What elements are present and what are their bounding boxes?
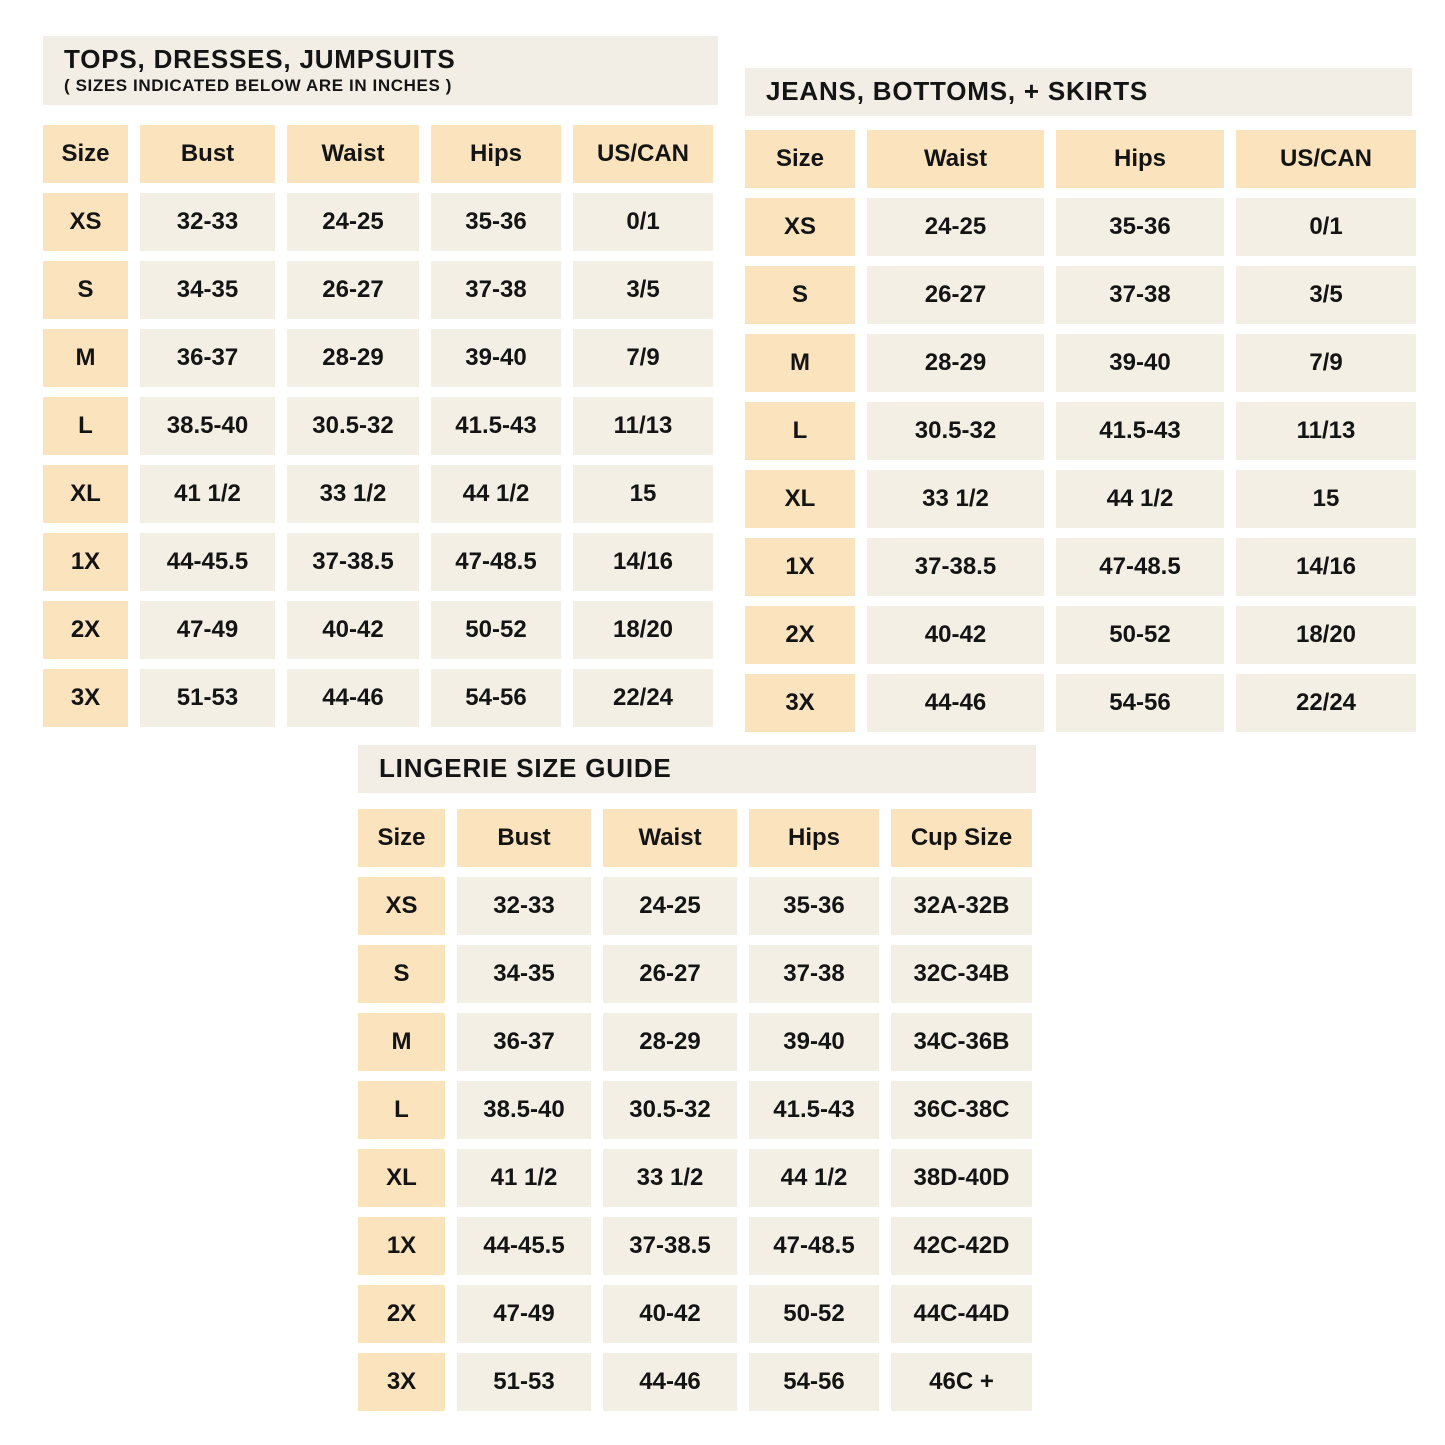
size-cell: L xyxy=(43,397,128,455)
data-cell: 30.5-32 xyxy=(287,397,419,455)
data-cell: 32A-32B xyxy=(891,877,1032,935)
column-header-waist: Waist xyxy=(603,809,737,867)
data-cell: 34C-36B xyxy=(891,1013,1032,1071)
data-cell: 37-38 xyxy=(749,945,879,1003)
data-cell: 28-29 xyxy=(867,334,1044,392)
data-cell: 37-38 xyxy=(431,261,561,319)
data-cell: 15 xyxy=(573,465,713,523)
column-header-bust: Bust xyxy=(140,125,275,183)
column-header-us-can: US/CAN xyxy=(1236,130,1416,188)
data-cell: 44 1/2 xyxy=(749,1149,879,1207)
column-header-us-can: US/CAN xyxy=(573,125,713,183)
size-cell: XL xyxy=(43,465,128,523)
data-cell: 36-37 xyxy=(457,1013,591,1071)
data-cell: 44C-44D xyxy=(891,1285,1032,1343)
data-cell: 47-48.5 xyxy=(1056,538,1224,596)
size-grid xyxy=(43,125,718,727)
data-cell: 30.5-32 xyxy=(603,1081,737,1139)
data-cell: 3/5 xyxy=(1236,266,1416,324)
data-cell: 28-29 xyxy=(603,1013,737,1071)
data-cell: 39-40 xyxy=(749,1013,879,1071)
size-cell: S xyxy=(43,261,128,319)
column-header-size: Size xyxy=(43,125,128,183)
size-cell: 1X xyxy=(745,538,855,596)
data-cell: 14/16 xyxy=(573,533,713,591)
data-cell: 54-56 xyxy=(749,1353,879,1411)
data-cell: 26-27 xyxy=(287,261,419,319)
size-cell: 2X xyxy=(745,606,855,664)
data-cell: 30.5-32 xyxy=(867,402,1044,460)
column-header-cup-size: Cup Size xyxy=(891,809,1032,867)
data-cell: 42C-42D xyxy=(891,1217,1032,1275)
size-grid xyxy=(358,809,1036,1411)
data-cell: 0/1 xyxy=(573,193,713,251)
size-cell: XL xyxy=(358,1149,445,1207)
data-cell: 34-35 xyxy=(457,945,591,1003)
data-cell: 51-53 xyxy=(140,669,275,727)
data-cell: 44 1/2 xyxy=(1056,470,1224,528)
data-cell: 32-33 xyxy=(140,193,275,251)
column-header-bust: Bust xyxy=(457,809,591,867)
data-cell: 44-46 xyxy=(287,669,419,727)
data-cell: 33 1/2 xyxy=(603,1149,737,1207)
data-cell: 32C-34B xyxy=(891,945,1032,1003)
data-cell: 38.5-40 xyxy=(140,397,275,455)
data-cell: 3/5 xyxy=(573,261,713,319)
data-cell: 7/9 xyxy=(1236,334,1416,392)
data-cell: 41.5-43 xyxy=(749,1081,879,1139)
column-header-size: Size xyxy=(745,130,855,188)
data-cell: 37-38.5 xyxy=(867,538,1044,596)
size-cell: M xyxy=(745,334,855,392)
size-cell: XL xyxy=(745,470,855,528)
data-cell: 46C + xyxy=(891,1353,1032,1411)
data-cell: 44-45.5 xyxy=(457,1217,591,1275)
column-header-waist: Waist xyxy=(867,130,1044,188)
table-subtitle: ( SIZES INDICATED BELOW ARE IN INCHES ) xyxy=(64,75,452,95)
data-cell: 47-49 xyxy=(140,601,275,659)
data-cell: 38.5-40 xyxy=(457,1081,591,1139)
size-cell: 2X xyxy=(358,1285,445,1343)
data-cell: 24-25 xyxy=(603,877,737,935)
data-cell: 0/1 xyxy=(1236,198,1416,256)
data-cell: 33 1/2 xyxy=(867,470,1044,528)
size-cell: 3X xyxy=(745,674,855,732)
data-cell: 11/13 xyxy=(573,397,713,455)
data-cell: 39-40 xyxy=(431,329,561,387)
data-cell: 47-48.5 xyxy=(431,533,561,591)
data-cell: 38D-40D xyxy=(891,1149,1032,1207)
size-cell: S xyxy=(745,266,855,324)
column-header-size: Size xyxy=(358,809,445,867)
data-cell: 35-36 xyxy=(749,877,879,935)
size-cell: XS xyxy=(43,193,128,251)
size-cell: 1X xyxy=(43,533,128,591)
data-cell: 37-38 xyxy=(1056,266,1224,324)
size-cell: M xyxy=(43,329,128,387)
data-cell: 35-36 xyxy=(431,193,561,251)
size-cell: L xyxy=(745,402,855,460)
data-cell: 36-37 xyxy=(140,329,275,387)
data-cell: 36C-38C xyxy=(891,1081,1032,1139)
data-cell: 7/9 xyxy=(573,329,713,387)
size-cell: L xyxy=(358,1081,445,1139)
data-cell: 37-38.5 xyxy=(287,533,419,591)
data-cell: 50-52 xyxy=(431,601,561,659)
data-cell: 41 1/2 xyxy=(457,1149,591,1207)
data-cell: 26-27 xyxy=(603,945,737,1003)
data-cell: 51-53 xyxy=(457,1353,591,1411)
data-cell: 50-52 xyxy=(1056,606,1224,664)
size-cell: 1X xyxy=(358,1217,445,1275)
data-cell: 15 xyxy=(1236,470,1416,528)
table-title: TOPS, DRESSES, JUMPSUITS xyxy=(64,44,456,74)
data-cell: 22/24 xyxy=(1236,674,1416,732)
size-cell: XS xyxy=(745,198,855,256)
data-cell: 35-36 xyxy=(1056,198,1224,256)
size-grid xyxy=(745,130,1412,732)
column-header-waist: Waist xyxy=(287,125,419,183)
data-cell: 28-29 xyxy=(287,329,419,387)
size-cell: 3X xyxy=(43,669,128,727)
data-cell: 41.5-43 xyxy=(1056,402,1224,460)
data-cell: 47-49 xyxy=(457,1285,591,1343)
column-header-hips: Hips xyxy=(431,125,561,183)
data-cell: 24-25 xyxy=(287,193,419,251)
table-title: JEANS, BOTTOMS, + SKIRTS xyxy=(766,76,1149,106)
data-cell: 14/16 xyxy=(1236,538,1416,596)
data-cell: 34-35 xyxy=(140,261,275,319)
data-cell: 11/13 xyxy=(1236,402,1416,460)
size-table-tops-dresses-jumpsuits xyxy=(43,36,718,727)
column-header-hips: Hips xyxy=(749,809,879,867)
data-cell: 41.5-43 xyxy=(431,397,561,455)
data-cell: 33 1/2 xyxy=(287,465,419,523)
data-cell: 40-42 xyxy=(867,606,1044,664)
table-title: LINGERIE SIZE GUIDE xyxy=(379,753,672,783)
data-cell: 18/20 xyxy=(573,601,713,659)
table-title-band xyxy=(745,68,1412,116)
column-header-hips: Hips xyxy=(1056,130,1224,188)
size-cell: M xyxy=(358,1013,445,1071)
data-cell: 24-25 xyxy=(867,198,1044,256)
data-cell: 50-52 xyxy=(749,1285,879,1343)
data-cell: 39-40 xyxy=(1056,334,1224,392)
data-cell: 32-33 xyxy=(457,877,591,935)
data-cell: 54-56 xyxy=(1056,674,1224,732)
size-cell: 2X xyxy=(43,601,128,659)
data-cell: 44-46 xyxy=(603,1353,737,1411)
data-cell: 54-56 xyxy=(431,669,561,727)
data-cell: 18/20 xyxy=(1236,606,1416,664)
size-table-lingerie xyxy=(358,745,1036,1411)
data-cell: 40-42 xyxy=(287,601,419,659)
size-cell: XS xyxy=(358,877,445,935)
data-cell: 37-38.5 xyxy=(603,1217,737,1275)
size-table-jeans-bottoms-skirts xyxy=(745,68,1412,732)
data-cell: 26-27 xyxy=(867,266,1044,324)
data-cell: 44 1/2 xyxy=(431,465,561,523)
data-cell: 40-42 xyxy=(603,1285,737,1343)
table-title-band xyxy=(43,36,718,105)
size-cell: 3X xyxy=(358,1353,445,1411)
data-cell: 44-45.5 xyxy=(140,533,275,591)
table-title-band xyxy=(358,745,1036,793)
size-cell: S xyxy=(358,945,445,1003)
data-cell: 22/24 xyxy=(573,669,713,727)
data-cell: 41 1/2 xyxy=(140,465,275,523)
data-cell: 47-48.5 xyxy=(749,1217,879,1275)
data-cell: 44-46 xyxy=(867,674,1044,732)
